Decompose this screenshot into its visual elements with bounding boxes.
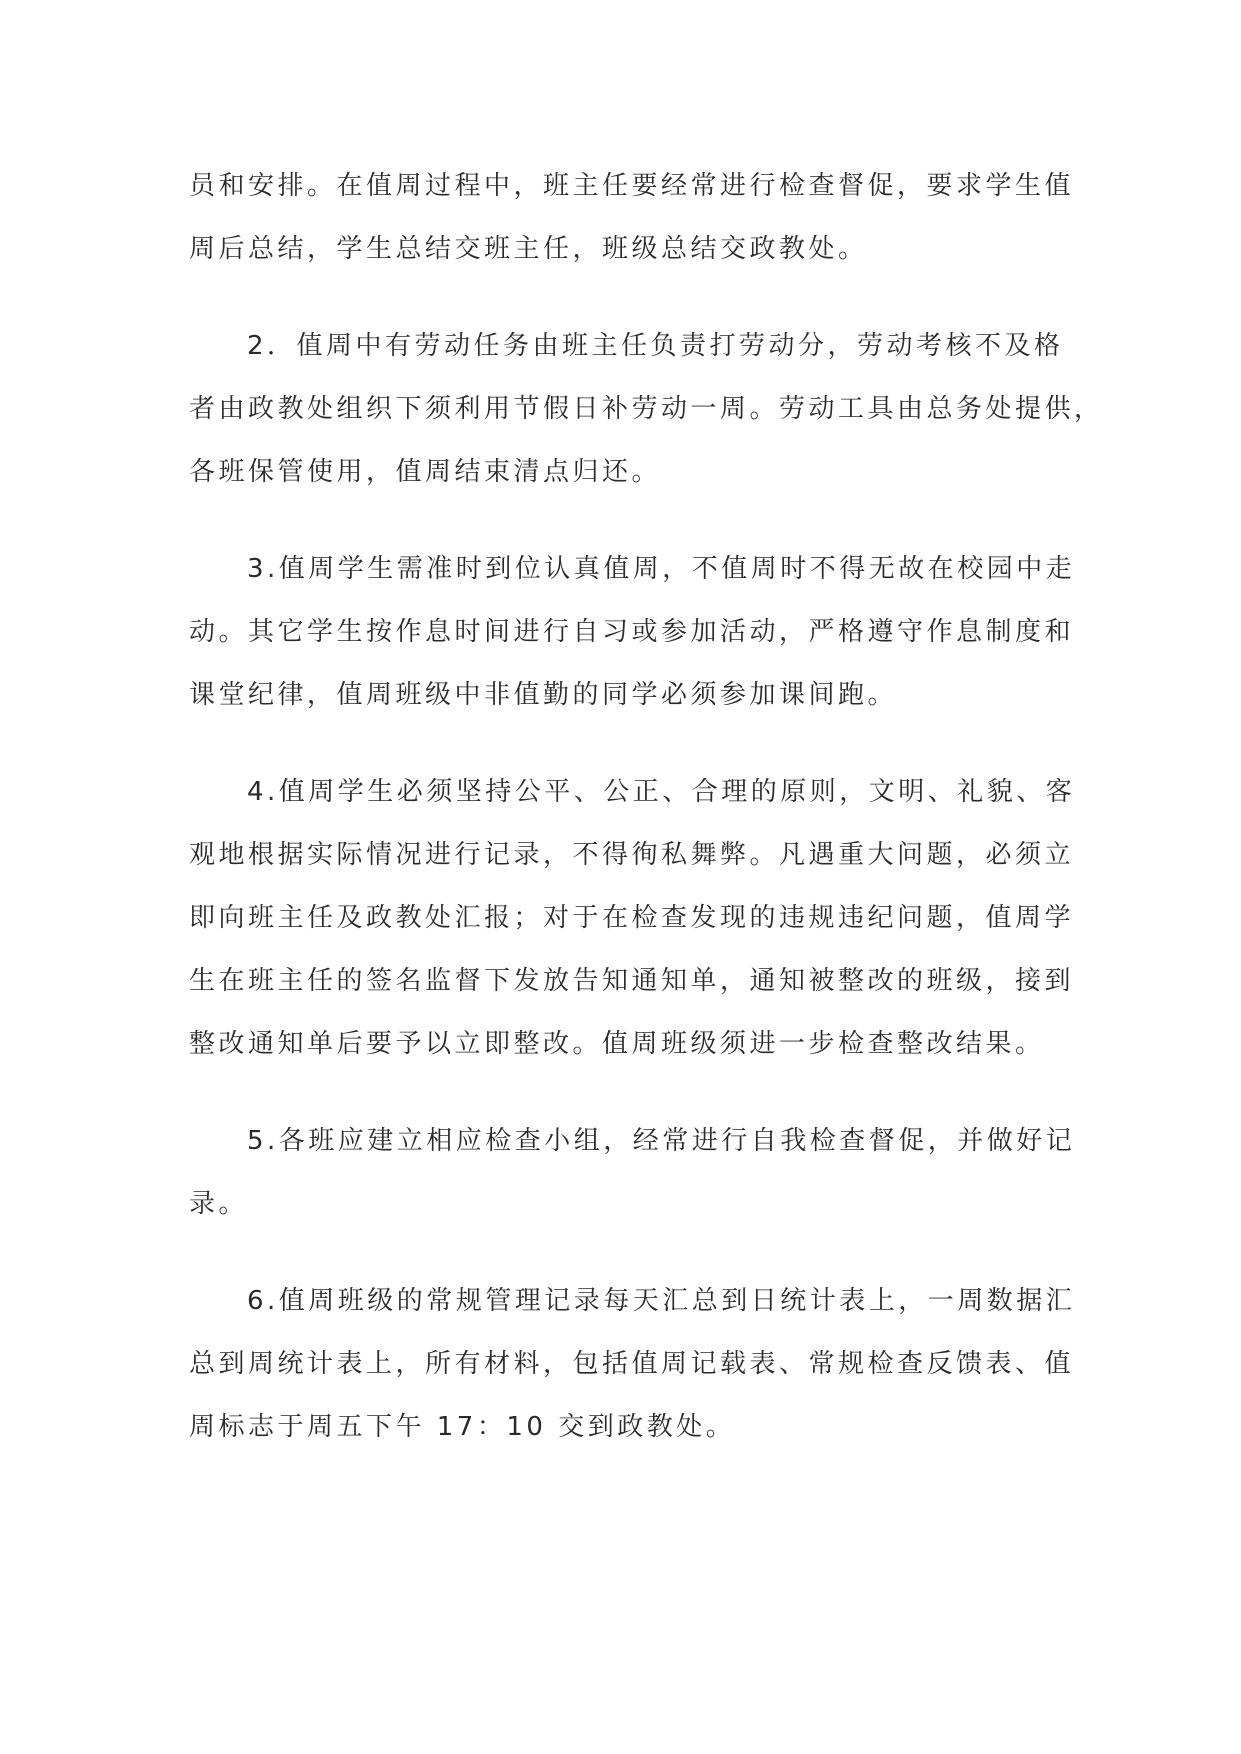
text-line: 生在班主任的签名监督下发放告知通知单，通知被整改的班级，接到: [189, 966, 1075, 996]
paragraph-3: [189, 538, 1076, 727]
paragraph-1-continued: [189, 155, 1075, 281]
text-line: 整改通知单后要予以立即整改。值周班级须进一步检查整改结果。: [189, 1029, 1045, 1059]
text-line: 3.值周学生需准时到位认真值周，不值周时不得无故在校园中走: [247, 554, 1076, 584]
text-line: 6.值周班级的常规管理记录每天汇总到日统计表上，一周数据汇: [247, 1286, 1076, 1316]
paragraph-2: [189, 315, 1104, 504]
text-line: 4.值周学生必须坚持公平、公正、合理的原则，文明、礼貌、客: [247, 777, 1076, 807]
text-line: 录。: [189, 1189, 249, 1219]
paragraph-6: [189, 1270, 1076, 1459]
text-line: 观地根据实际情况进行记录，不得徇私舞弊。凡遇重大问题，必须立: [189, 840, 1075, 870]
paragraph-4: [189, 761, 1076, 1076]
text-line: 周标志于周五下午 17：10 交到政教处。: [189, 1412, 736, 1442]
text-line: 课堂纪律，值周班级中非值勤的同学必须参加课间跑。: [189, 680, 898, 710]
text-line: 员和安排。在值周过程中，班主任要经常进行检查督促，要求学生值: [189, 171, 1075, 201]
text-line: 周后总结，学生总结交班主任，班级总结交政教处。: [189, 234, 868, 264]
text-line: 动。其它学生按作息时间进行自习或参加活动，严格遵守作息制度和: [189, 617, 1075, 647]
text-line: 各班保管使用，值周结束清点归还。: [189, 457, 662, 487]
text-line: 5.各班应建立相应检查小组，经常进行自我检查督促，并做好记: [247, 1126, 1076, 1156]
text-line: 者由政教处组织下须利用节假日补劳动一周。劳动工具由总务处提供，: [189, 394, 1104, 424]
document-body: [189, 155, 1104, 1493]
paragraph-5: [189, 1110, 1076, 1236]
text-line: 总到周统计表上，所有材料，包括值周记载表、常规检查反馈表、值: [189, 1349, 1075, 1379]
text-line: 即向班主任及政教处汇报；对于在检查发现的违规违纪问题，值周学: [189, 903, 1075, 933]
text-line: 2．值周中有劳动任务由班主任负责打劳动分，劳动考核不及格: [247, 331, 1064, 361]
